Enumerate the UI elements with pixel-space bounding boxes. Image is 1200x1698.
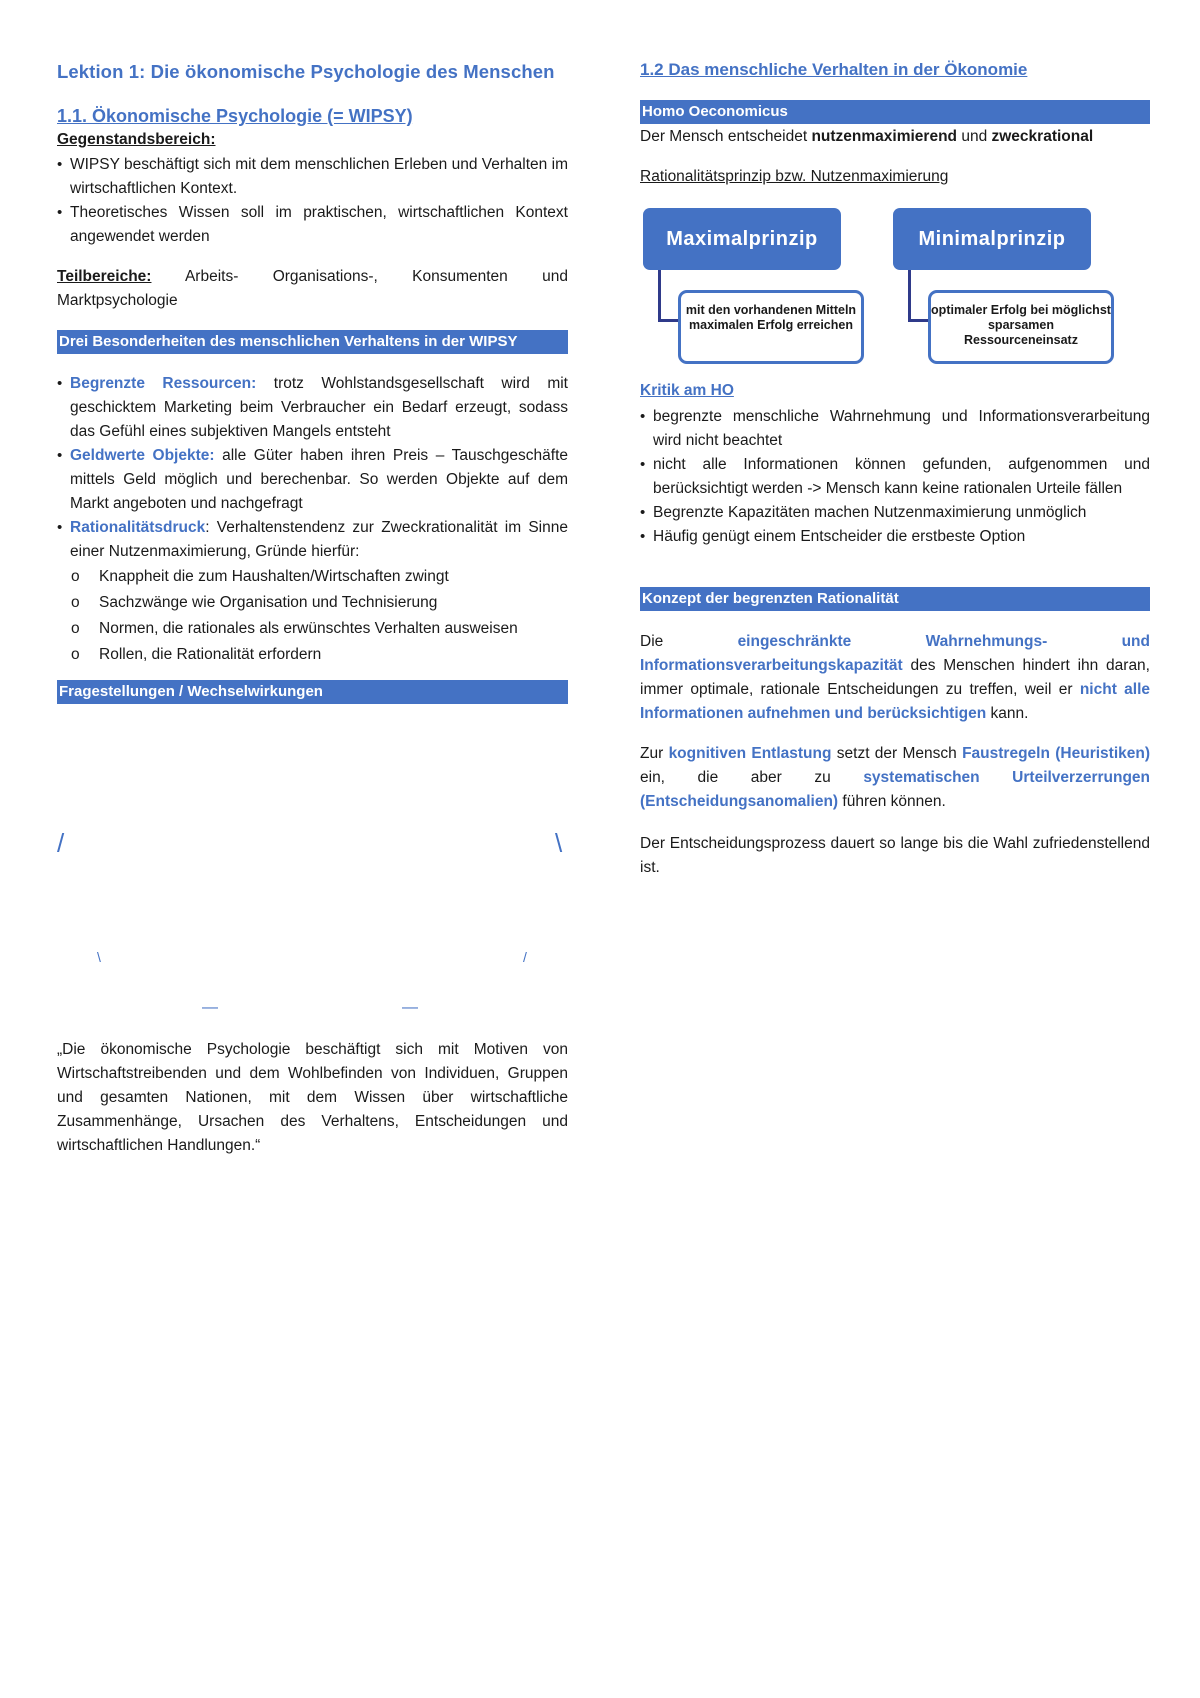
homo-paragraph bbox=[640, 125, 1150, 149]
section-bar-besonderheiten: Drei Besonderheiten des menschlichen Verhaltens in der WIPSY bbox=[57, 330, 568, 354]
keyword: systematischen Urteilverzerrungen (Entscheidungsanomalien) bbox=[640, 769, 1151, 810]
section-bar-konzept: Konzept der begrenzten Rationalität bbox=[640, 587, 1150, 611]
list-item: o Knappheit die zum Haushalten/Wirtschaften zwingt bbox=[57, 564, 568, 590]
kritik-heading: Kritik am HO bbox=[640, 382, 734, 399]
arc-mark: / bbox=[57, 828, 65, 858]
maximalprinzip-box: Maximalprinzip bbox=[643, 208, 841, 270]
arc-mark: / bbox=[523, 949, 527, 965]
list-item: o Normen, die rationales als erwünschtes Verhalten ausweisen bbox=[57, 616, 568, 642]
gegenstand-list bbox=[57, 153, 568, 249]
teilbereiche-paragraph bbox=[57, 265, 568, 313]
arc-mark: — bbox=[202, 999, 218, 1016]
maximalprinzip-description: mit den vorhandenen Mitteln maximalen Erfolg erreichen bbox=[678, 290, 864, 364]
term: Rationalitätsdruck bbox=[70, 519, 206, 536]
keyword: Faustregeln (Heuristiken) bbox=[962, 745, 1150, 762]
text: und bbox=[957, 128, 992, 145]
text: ein, die aber zu bbox=[640, 769, 864, 786]
konzept-paragraph-2 bbox=[640, 742, 1150, 814]
list-item: o Sachzwänge wie Organisation und Technisierung bbox=[57, 590, 568, 616]
term-text: : Verhaltenstendenz zur Zweckrationalität im Sinne einer Nutzenmaximierung, Gründe hierfür: bbox=[70, 519, 568, 560]
document-title: Lektion 1: Die ökonomische Psychologie des Menschen bbox=[57, 61, 555, 82]
term-text: trotz Wohlstandsgesellschaft wird mit geschicktem Marketing beim Verbraucher ein Bedarf erzeugt, sodass das Gefühl eines subjektiven Mangels entsteht bbox=[70, 375, 568, 440]
list-item bbox=[57, 372, 568, 444]
section-heading-1-2: 1.2 Das menschliche Verhalten in der Ökonomie bbox=[640, 60, 1028, 79]
list-item: • Begrenzte Kapazitäten machen Nutzenmaximierung unmöglich bbox=[640, 501, 1150, 525]
keyword: kognitiven Entlastung bbox=[668, 745, 832, 762]
section-heading-1-1: 1.1. Ökonomische Psychologie (= WIPSY) bbox=[57, 106, 413, 126]
minimalprinzip-box: Minimalprinzip bbox=[893, 208, 1091, 270]
list-item: • Häufig genügt einem Entscheider die erstbeste Option bbox=[640, 525, 1150, 549]
text: des Menschen hindert ihn daran, immer optimale, rationale Entscheidungen zu treffen, weil er bbox=[640, 657, 1150, 698]
arc-mark: \ bbox=[97, 949, 101, 965]
rationality-diagram bbox=[640, 205, 1150, 370]
konzept-paragraph-1 bbox=[640, 630, 1150, 726]
teilbereiche-label: Teilbereiche: bbox=[57, 268, 152, 285]
list-item bbox=[57, 444, 568, 516]
gruende-list bbox=[57, 564, 568, 668]
arc-mark: \ bbox=[555, 828, 563, 858]
text: Zur bbox=[640, 745, 669, 762]
kritik-list bbox=[640, 405, 1150, 549]
quote-paragraph: „Die ökonomische Psychologie beschäftigt sich mit Motiven von Wirtschaftstreibenden und dem Wohlbefinden von Individuen, Gruppen und gesamten Nationen, mit dem Wissen über wirtschaftliche Zusammenhänge, Ursachen des Verhaltens, Entscheidungen und wirtschaftlichen Handlungen.“ bbox=[57, 1041, 568, 1154]
list-item: • WIPSY beschäftigt sich mit dem menschlichen Erleben und Verhalten im wirtschaftlichen Kontext. bbox=[57, 153, 568, 201]
text: führen können. bbox=[838, 793, 946, 810]
section-bar-fragestellungen: Fragestellungen / Wechselwirkungen bbox=[57, 680, 568, 704]
minimalprinzip-description: optimaler Erfolg bei möglichst sparsamen Ressourceneinsatz bbox=[928, 290, 1114, 364]
list-item: • nicht alle Informationen können gefunden, aufgenommen und berücksichtigt werden -> Mensch kann keine rationalen Urteile fällen bbox=[640, 453, 1150, 501]
besonderheiten-list bbox=[57, 372, 568, 564]
konzept-paragraph-3: Der Entscheidungsprozess dauert so lange bis die Wahl zufriedenstellend ist. bbox=[640, 835, 1150, 876]
bold-text: zweckrational bbox=[991, 128, 1094, 145]
list-item bbox=[57, 516, 568, 564]
list-item: • Theoretisches Wissen soll im praktischen, wirtschaftlichen Kontext angewendet werden bbox=[57, 201, 568, 249]
keyword: eingeschränkte Wahrnehmungs- und Informationsverarbeitungskapazität bbox=[640, 633, 1150, 674]
term: Geldwerte Objekte: bbox=[70, 447, 215, 464]
term: Begrenzte Ressourcen: bbox=[70, 375, 257, 392]
gegenstand-label: Gegenstandsbereich: bbox=[57, 131, 216, 148]
text: Der Mensch entscheidet bbox=[640, 128, 812, 145]
text: setzt der Mensch bbox=[831, 745, 963, 762]
text: Die bbox=[640, 633, 738, 650]
teilbereiche-text: Arbeits- Organisations-, Konsumenten und Marktpsychologie bbox=[57, 268, 568, 309]
keyword: nicht alle Informationen aufnehmen und berücksichtigen bbox=[640, 681, 1151, 722]
rationalitaet-label: Rationalitätsprinzip bzw. Nutzenmaximierung bbox=[640, 168, 949, 185]
section-bar-homo: Homo Oeconomicus bbox=[640, 100, 1150, 124]
term-text: alle Güter haben ihren Preis – Tauschgeschäfte mittels Geld möglich und berechenbar. So werden Objekte auf dem Markt angeboten und nachgefragt bbox=[70, 447, 568, 512]
text: kann. bbox=[986, 705, 1029, 722]
list-item: • begrenzte menschliche Wahrnehmung und Informationsverarbeitung wird nicht beachtet bbox=[640, 405, 1150, 453]
list-item: o Rollen, die Rationalität erfordern bbox=[57, 642, 568, 668]
bold-text: nutzenmaximierend bbox=[811, 128, 958, 145]
arc-mark: — bbox=[402, 999, 418, 1016]
